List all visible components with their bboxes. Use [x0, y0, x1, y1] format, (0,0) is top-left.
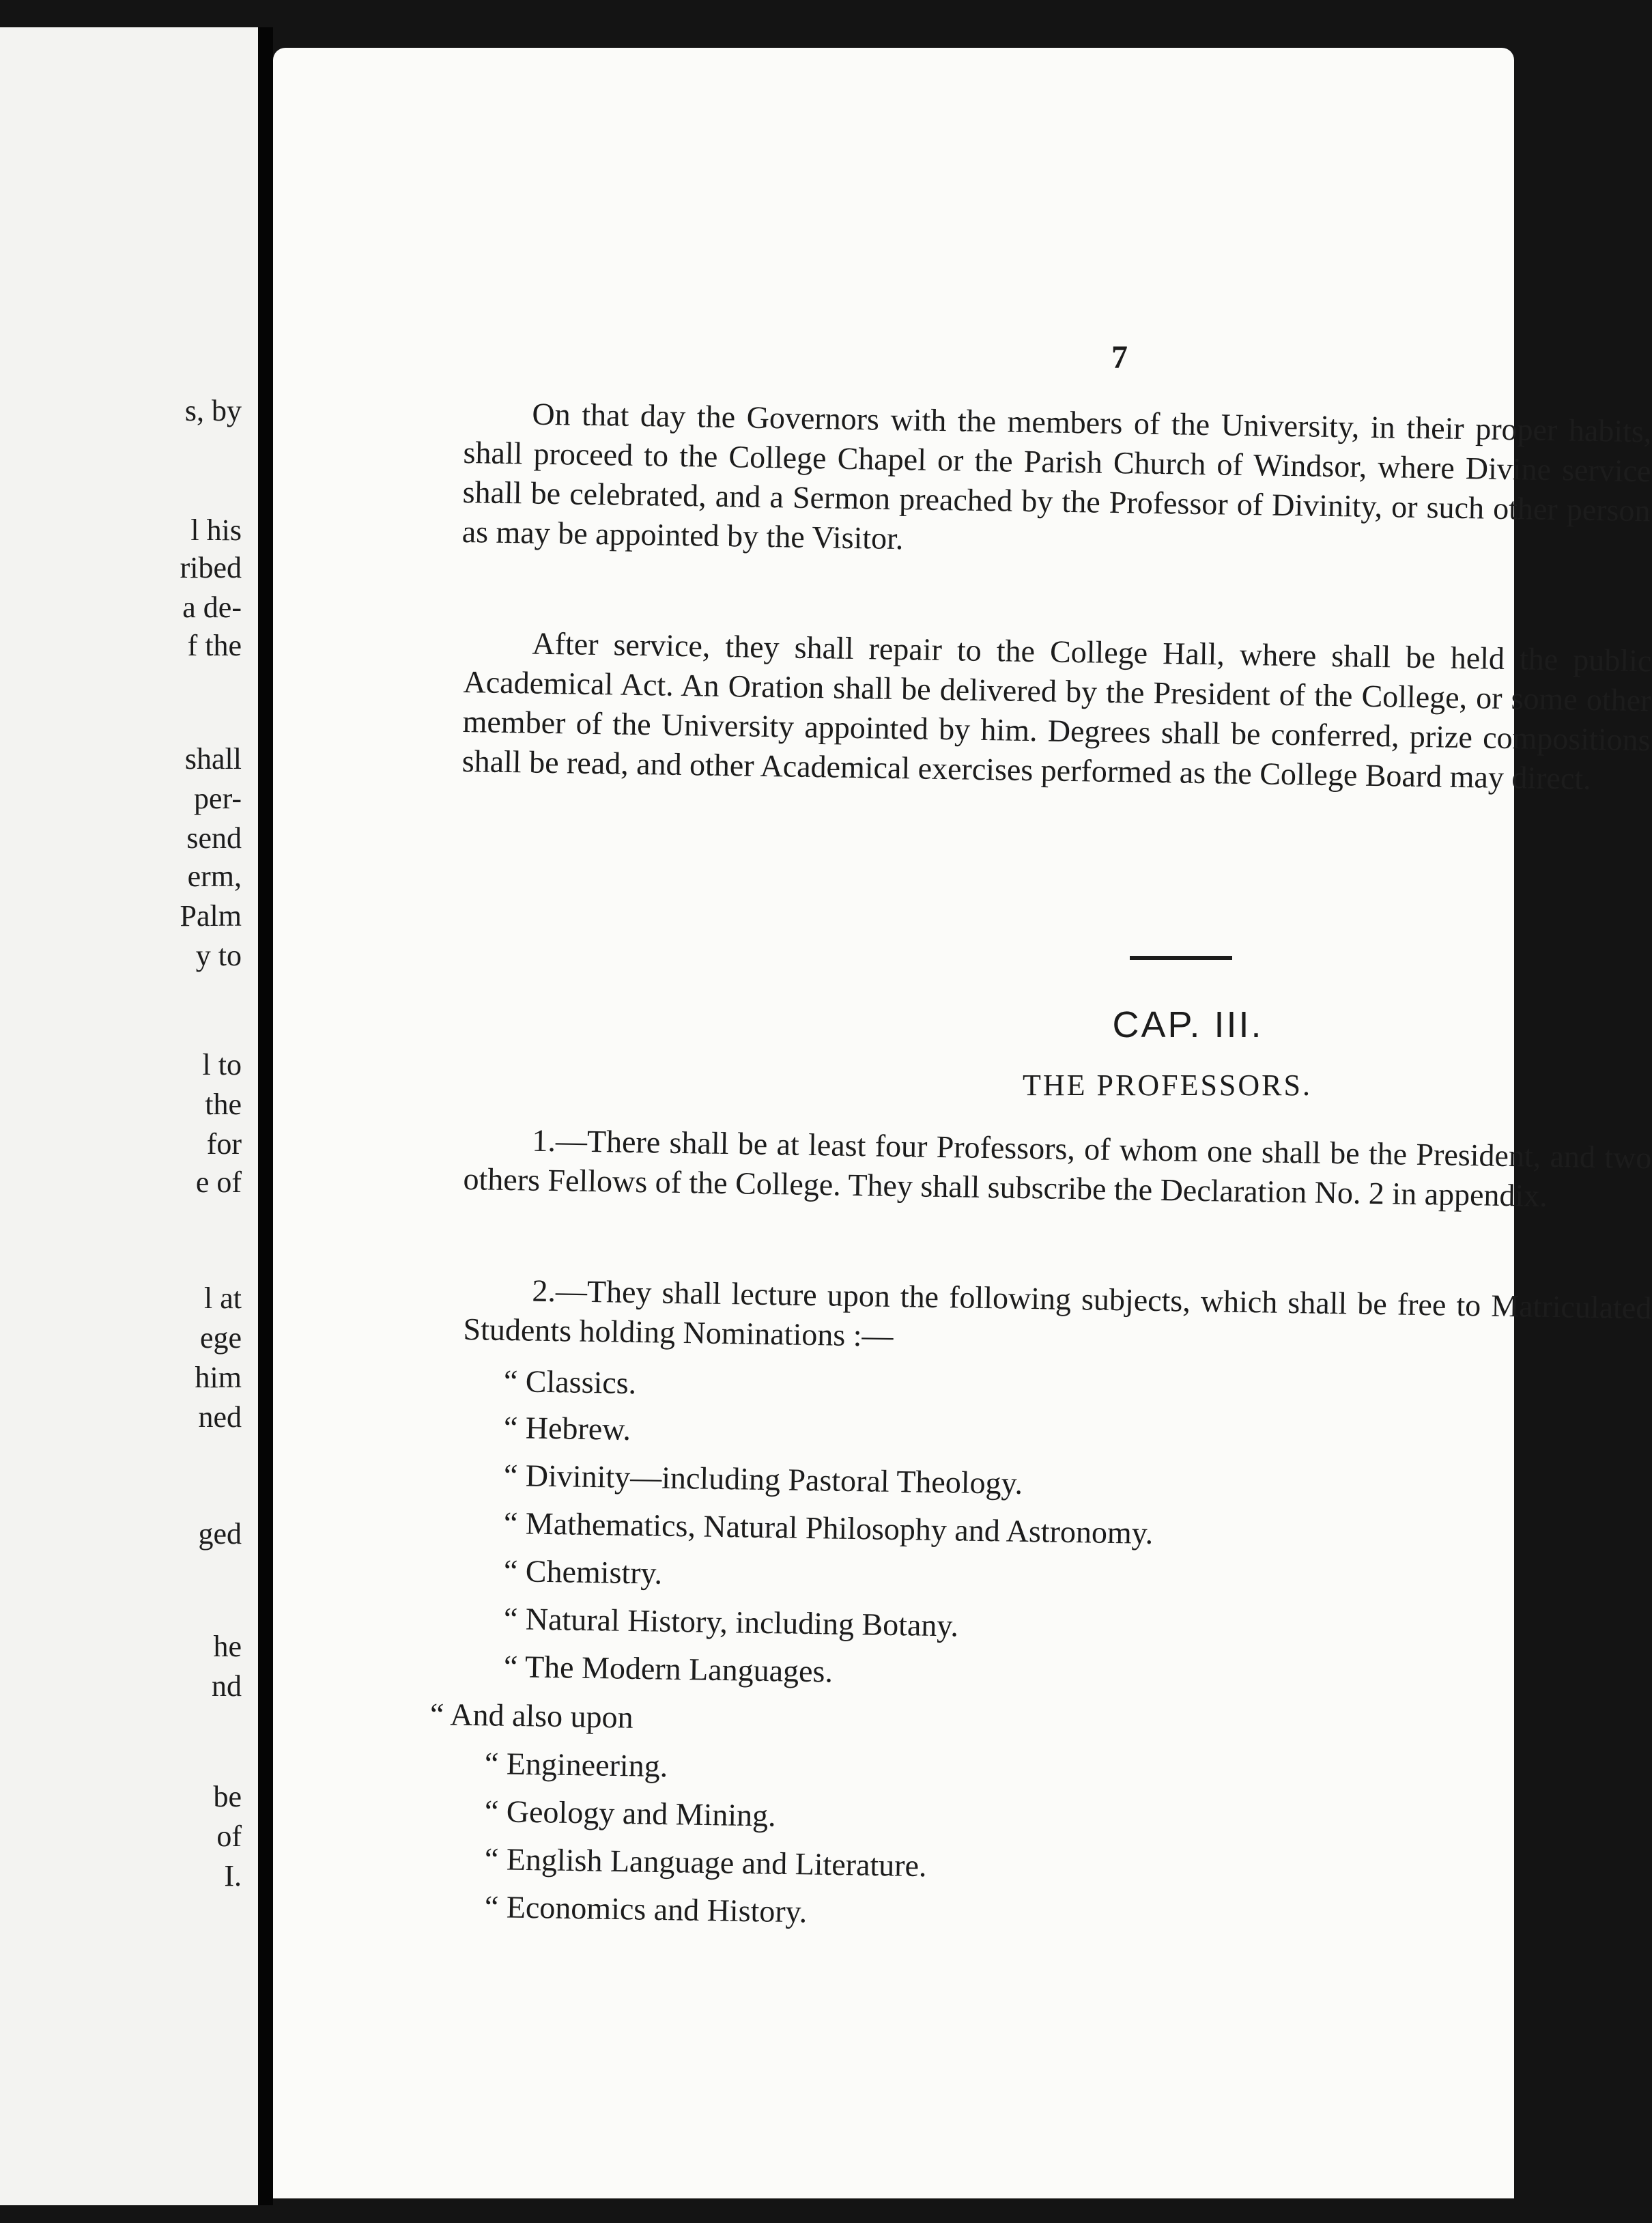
left-text-fragment: e of	[195, 1165, 242, 1199]
additional-subject-item: “ Economics and History.	[484, 1889, 808, 1929]
left-text-fragment: l his	[190, 513, 242, 547]
left-text-fragment: f the	[187, 629, 242, 662]
left-text-fragment: s, by	[184, 394, 242, 427]
paragraph-2-block	[461, 623, 1651, 799]
left-text-fragment: l at	[204, 1282, 242, 1315]
left-text-fragment: Palm	[180, 899, 242, 933]
right-page	[273, 48, 1652, 2198]
left-text-fragment: him	[195, 1361, 242, 1394]
subject-item: “ Natural History, including Botany.	[503, 1601, 959, 1643]
left-text-fragment: y to	[195, 939, 242, 972]
left-text-fragment: per-	[194, 782, 242, 815]
left-text-fragment: the	[205, 1088, 242, 1121]
left-text-fragment: be	[213, 1780, 242, 1813]
section-2: 2.—They shall lecture upon the following subjects, which shall be free to Matriculated Students holding Nominations :—	[463, 1273, 1652, 1353]
left-text-fragment: ned	[198, 1400, 242, 1434]
section-1-block	[463, 1120, 1652, 1217]
subject-item: “ The Modern Languages.	[503, 1649, 834, 1689]
page-number: 7	[1111, 339, 1128, 376]
additional-subject-item: “ Engineering.	[484, 1746, 668, 1784]
paragraph-2: After service, they shall repair to the College Hall, where shall be held the public Academical Act. An Oration shall be delivered by the President of the College, or some other member of the University appointed by him. Degrees shall be conferred, prize compositions shall be read, and other Academical exercises performed as the College Board may direct.	[461, 625, 1652, 796]
subject-item: “ Divinity—including Pastoral Theology.	[503, 1458, 1023, 1501]
paragraph-1-block	[461, 393, 1651, 570]
section-divider	[1130, 956, 1232, 960]
left-text-fragment: ged	[198, 1517, 242, 1551]
additional-subject-item: “ English Language and Literature.	[484, 1841, 927, 1884]
section-1: 1.—There shall be at least four Professors, of whom one shall be the President, and two others Fellows of the College. They shall subscribe the Declaration No. 2 in appendix.	[463, 1122, 1652, 1213]
chapter-title: CAP. III.	[1112, 1004, 1264, 1045]
left-text-fragment: a de-	[182, 591, 242, 624]
left-text-fragment: of	[216, 1820, 242, 1853]
left-text-fragment: for	[206, 1127, 242, 1161]
left-text-fragment: send	[186, 821, 242, 855]
subject-item: “ Chemistry.	[503, 1553, 663, 1591]
paragraph-1: On that day the Governors with the members of the University, in their proper habits, shall proceed to the College Chapel or the Parish Church of Windsor, where Divine service shall be celebrated, and a Sermon preached by the Professor of Divinity, or such other person as may be appointed by the Visitor.	[461, 396, 1652, 556]
book-gutter	[258, 27, 273, 2205]
subject-item: “ Hebrew.	[503, 1410, 631, 1447]
subject-item: “ Mathematics, Natural Philosophy and Astronomy.	[503, 1505, 1154, 1551]
left-text-fragment: erm,	[187, 860, 242, 893]
left-text-fragment: ribed	[180, 551, 242, 584]
left-text-fragment: shall	[184, 742, 242, 776]
left-text-fragment: ege	[199, 1321, 242, 1355]
chapter-subtitle: THE PROFESSORS.	[1022, 1068, 1312, 1102]
additional-subject-item: “ Geology and Mining.	[484, 1794, 777, 1833]
left-text-fragment: l to	[202, 1048, 242, 1081]
left-page	[0, 27, 258, 2205]
left-text-fragment: he	[213, 1630, 242, 1663]
left-text-fragment: I.	[224, 1859, 242, 1893]
section-2-block	[463, 1270, 1652, 1368]
also-upon-line: “ And also upon	[429, 1697, 634, 1735]
subject-item: “ Classics.	[503, 1363, 637, 1401]
left-text-fragment: nd	[212, 1669, 242, 1703]
